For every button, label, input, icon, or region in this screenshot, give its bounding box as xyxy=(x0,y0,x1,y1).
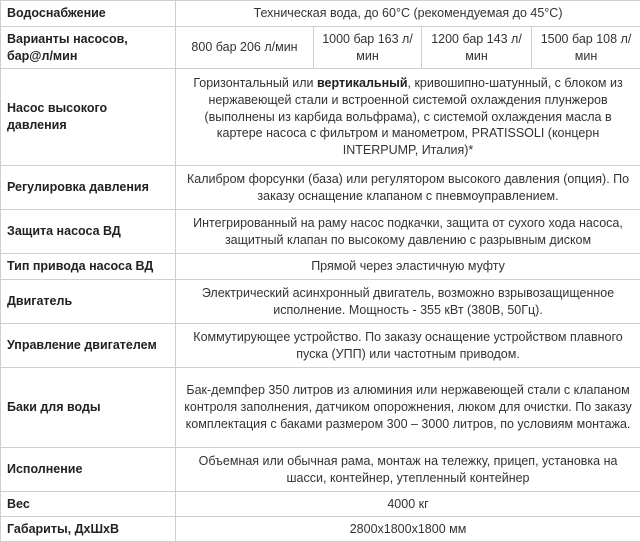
row-label: Баки для воды xyxy=(1,368,176,448)
value-bold-text: вертикальный xyxy=(317,76,408,90)
table-row-weight xyxy=(1,492,640,517)
value-text: Горизонтальный или xyxy=(193,76,317,90)
table-row-hp-pump xyxy=(1,69,640,166)
table-row-protection xyxy=(1,210,640,254)
table-row-pressure xyxy=(1,166,640,210)
row-label: Вес xyxy=(1,492,176,517)
row-value: Интегрированный на раму насос подкачки, защита от сухого хода насоса, защитный клапан по высокому давлению с разрывным диском xyxy=(176,210,640,254)
pump-option-1000: 1000 бар 163 л/мин xyxy=(314,27,422,69)
row-label: Защита насоса ВД xyxy=(1,210,176,254)
table-row-control xyxy=(1,324,640,368)
value-text: , кривошипно-шатунный, с блоком из нержавеющей стали и встроенной системой охлаждения плунжеров (выполнены из карбида вольфрама), с системой охлаждения масла в картере насоса с фильтром и манометром, PRATISSOLI (концерн INTERPUMP, Италия)* xyxy=(204,76,622,158)
row-label: Тип привода насоса ВД xyxy=(1,254,176,280)
table-row-dims xyxy=(1,517,640,542)
row-label: Насос высокого давления xyxy=(1,69,176,166)
row-value: Коммутирующее устройство. По заказу оснащение устройством плавного пуска (УПП) или частотным приводом. xyxy=(176,324,640,368)
table-row-design xyxy=(1,448,640,492)
row-value: Прямой через эластичную муфту xyxy=(176,254,640,280)
row-value: Техническая вода, до 60°С (рекомендуемая до 45°С) xyxy=(176,1,640,27)
row-value: Бак-демпфер 350 литров из алюминия или нержавеющей стали с клапаном контроля заполнения, датчиком опорожнения, люком для очистки. По заказу комплектация с баками размером 300 – 3000 литров, по условиям монтажа. xyxy=(176,368,640,448)
table-row-drive xyxy=(1,254,640,280)
table-row-tanks xyxy=(1,368,640,448)
table-row-pumps xyxy=(1,27,640,69)
table-row-engine xyxy=(1,280,640,324)
row-label: Двигатель xyxy=(1,280,176,324)
row-label: Исполнение xyxy=(1,448,176,492)
row-label: Габариты, ДхШхВ xyxy=(1,517,176,542)
row-value: Объемная или обычная рама, монтаж на тележку, прицеп, установка на шасси, контейнер, утепленный контейнер xyxy=(176,448,640,492)
pump-option-1200: 1200 бар 143 л/мин xyxy=(422,27,532,69)
row-value: 4000 кг xyxy=(176,492,640,517)
row-value: Электрический асинхронный двигатель, возможно взрывозащищенное исполнение. Мощность - 355 кВт (380В, 50Гц). xyxy=(176,280,640,324)
pump-option-1500: 1500 бар 108 л/мин xyxy=(532,27,640,69)
row-value: 2800х1800х1800 мм xyxy=(176,517,640,542)
row-label: Водоснабжение xyxy=(1,1,176,27)
row-label: Управление двигателем xyxy=(1,324,176,368)
row-value: Калибром форсунки (база) или регулятором высокого давления (опция). По заказу оснащение клапаном с пневмоуправлением. xyxy=(176,166,640,210)
row-label: Варианты насосов, бар@л/мин xyxy=(1,27,176,69)
row-value xyxy=(176,69,640,166)
pump-option-800: 800 бар 206 л/мин xyxy=(176,27,314,69)
row-label: Регулировка давления xyxy=(1,166,176,210)
table-row-water xyxy=(1,1,640,27)
